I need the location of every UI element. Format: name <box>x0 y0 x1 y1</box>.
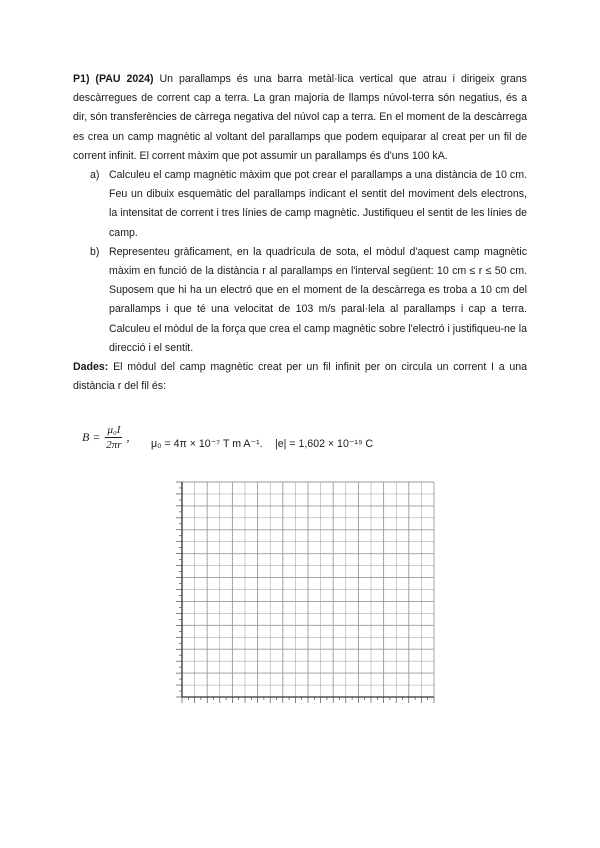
problem-intro-text: Un parallamps és una barra metàl·lica vertical que atrau i dirigeix grans descàrregues de corrent cap a terra. La gran majoria de llamps núvol-terra són negatius, és a dir, són transferències de càrrega negativa del núvol cap a terra. En el moment de la descàrrega es crea un camp magnètic al voltant del parallamps que podem equiparar al creat per un fil de corrent infinit. El corrent màxim que pot assumir un parallamps és d'uns 100 kA. <box>73 73 527 162</box>
formula-denominator: 2πr <box>106 439 122 451</box>
question-b <box>73 243 527 358</box>
question-b-text: Representeu gràficament, en la quadrícula de sota, el mòdul d'aquest camp magnètic màxim en funció de la distància r al parallamps en l'interval següent: 10 cm ≤ r ≤ 50 cm. Suposem que hi ha un electró que en el moment de la descàrrega es troba a 10 cm del parallamps i que té una velocitat de 103 m/s paral·lela al parallamps i cap a terra. Calculeu el mòdul de la força que crea el camp magnètic sobre l'electró i justifiqueu-ne la direcció i el sentit. <box>109 245 527 354</box>
data-paragraph <box>73 358 527 396</box>
question-a <box>73 166 527 243</box>
problem-statement <box>73 70 527 396</box>
data-text: El mòdul del camp magnètic creat per un fil infinit per on circula un corrent I a una distància r del fil és: <box>73 361 527 393</box>
question-a-marker: a) <box>90 169 100 182</box>
formula-fraction <box>105 424 122 451</box>
electron-charge-constant: |e| = 1,602 × 10⁻¹⁹ C <box>275 438 374 450</box>
problem-heading: P1) (PAU 2024) <box>73 73 154 85</box>
answer-grid[interactable] <box>170 478 440 708</box>
data-heading: Dades: <box>73 361 109 374</box>
formula-row <box>82 424 532 468</box>
mu0-constant: μ₀ = 4π × 10⁻⁷ T m A⁻¹. <box>151 438 263 450</box>
formula-trailing: , <box>126 430 130 444</box>
graph-grid-svg[interactable] <box>170 478 440 708</box>
magnetic-field-formula <box>82 424 129 451</box>
question-list <box>73 166 527 358</box>
formula-numerator: μ₀I <box>107 424 121 436</box>
question-b-marker: b) <box>90 245 100 258</box>
formula-lhs: B = <box>82 430 101 444</box>
problem-intro <box>73 70 527 166</box>
question-a-text: Calculeu el camp magnètic màxim que pot crear el parallamps a una distància de 10 cm. Feu un dibuix esquemàtic del parallamps indicant el sentit del moviment dels electrons, la intensitat de corrent i tres línies de camp magnètic. Justifiqueu el sentit de les línies de camp. <box>109 169 527 239</box>
